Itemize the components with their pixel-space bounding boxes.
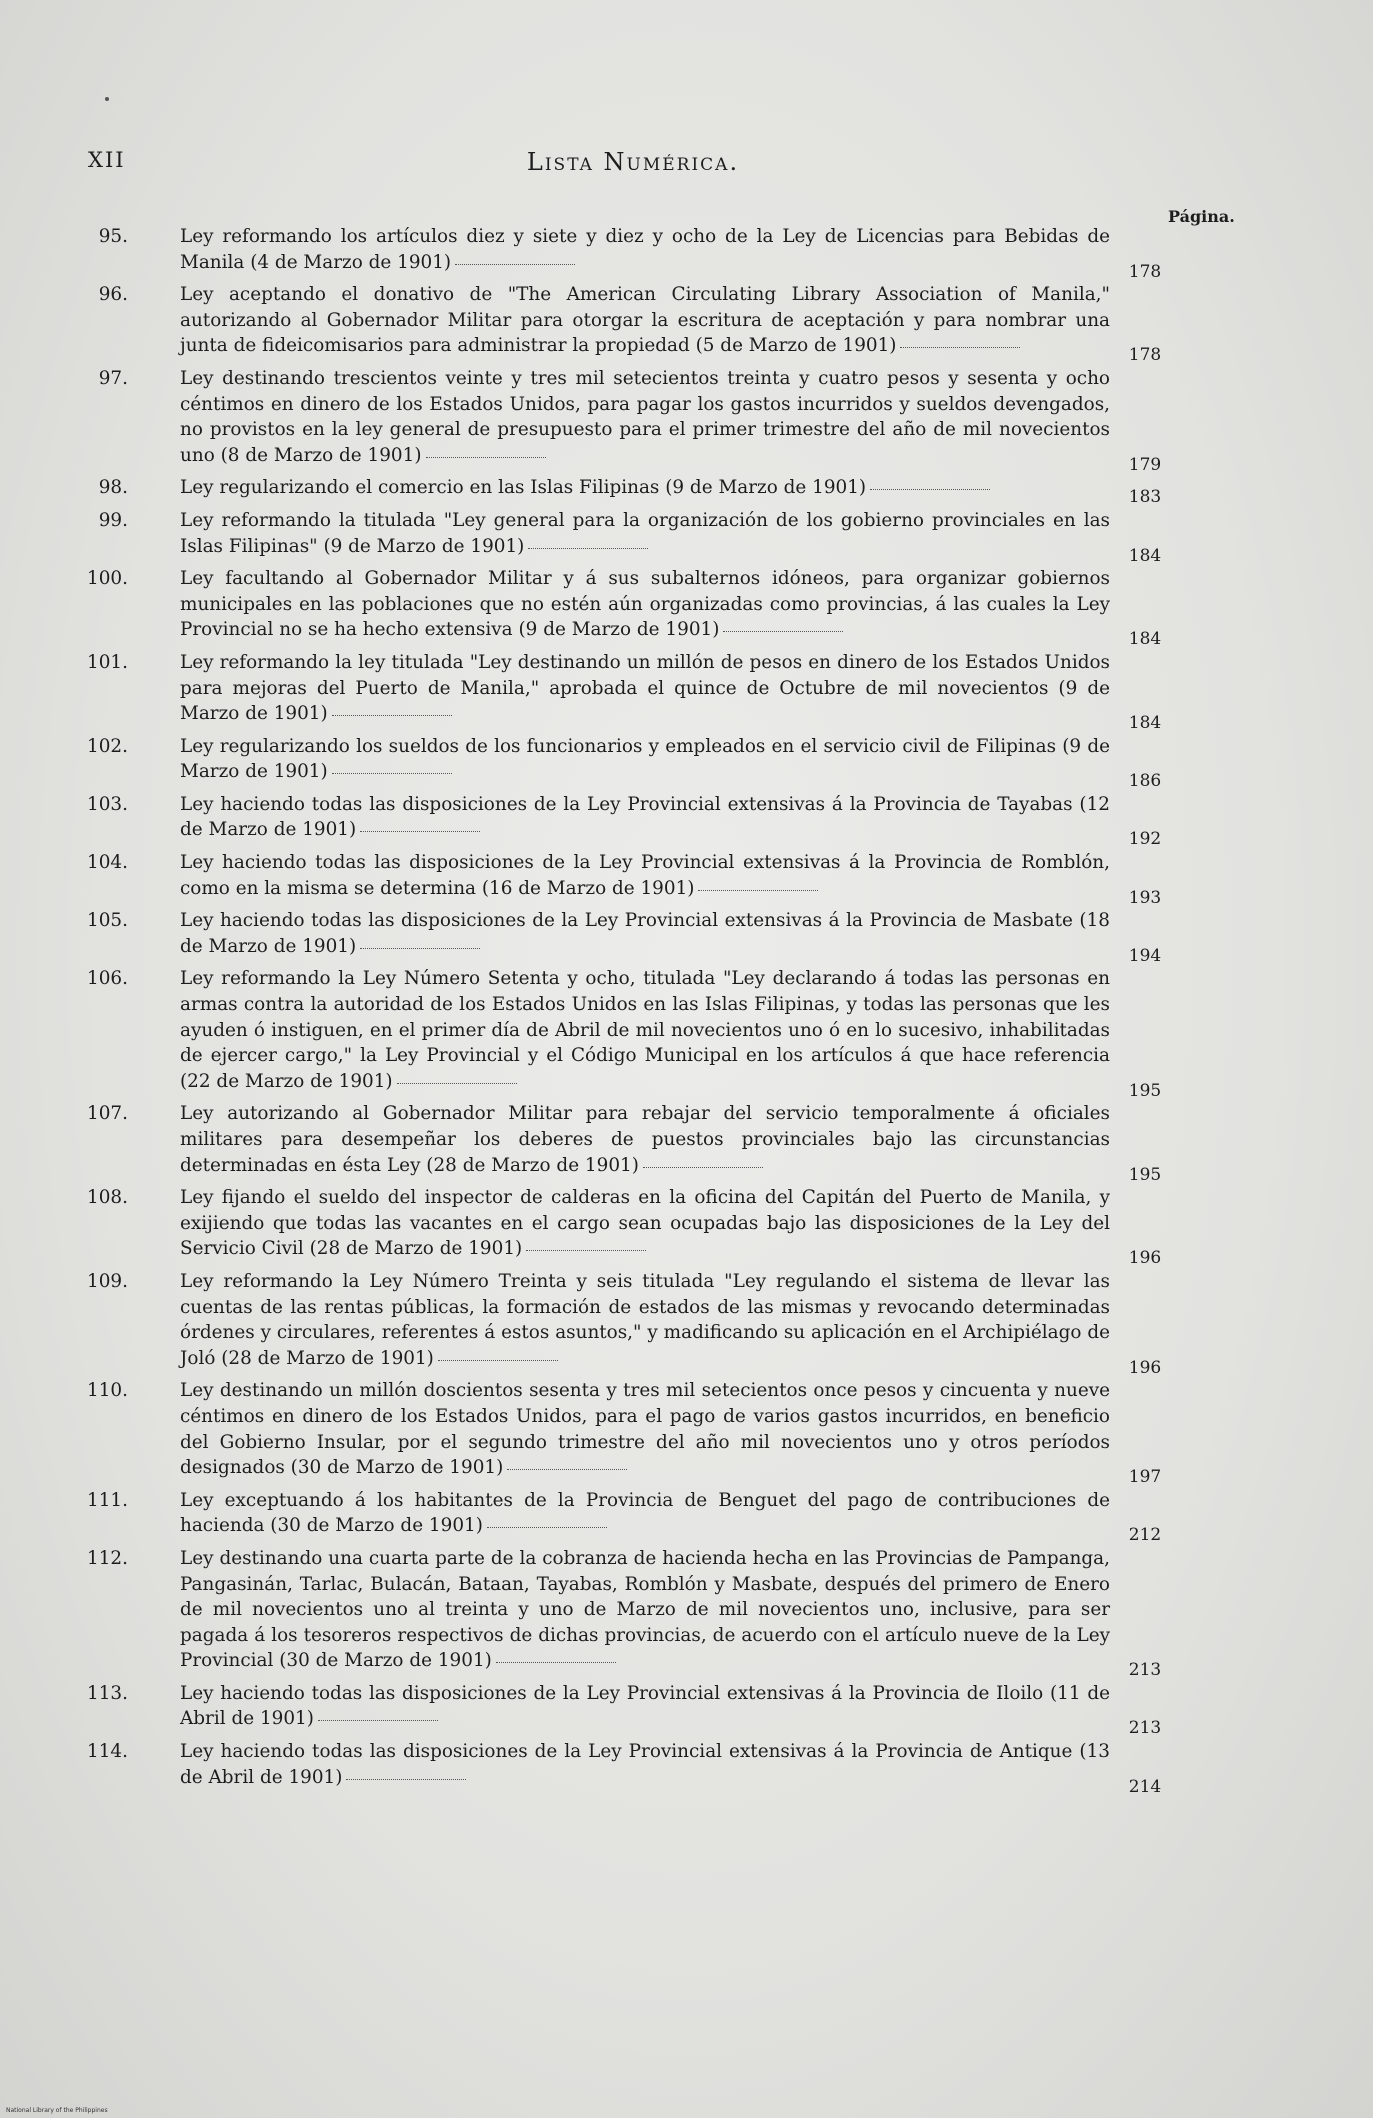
dot-leader — [438, 1360, 558, 1361]
entry-number: 110 . — [70, 1378, 128, 1404]
dot-leader — [870, 489, 990, 490]
dot-leader — [426, 457, 546, 458]
entry-number: 103 . — [70, 792, 128, 818]
entry-number: 105 . — [70, 908, 128, 934]
entry-text: Ley destinando un millón doscientos sesenta y tres mil setecientos once pesos y cincuenta y nueve céntimos en dinero de los Estados Unidos, para el pago de varios gastos incurridos, en beneficio del Gobierno Insular, por el segundo trimestre del año mil novecientos uno y otros períodos designados (30 de Marzo de 1901) — [180, 1380, 1110, 1479]
list-item — [70, 1378, 1170, 1488]
dot-leader — [507, 1469, 627, 1470]
running-head — [88, 148, 1178, 188]
entry-page: 192 — [1128, 829, 1162, 850]
entry-number: 96 . — [70, 282, 128, 308]
page-column-label: Página. — [1168, 207, 1235, 226]
entry-text: Ley haciendo todas las disposiciones de la Ley Provincial extensivas á la Provincia de Masbate (18 de Marzo de 1901) — [180, 910, 1110, 957]
entry-number: 98 . — [70, 475, 128, 501]
list-item — [70, 1739, 1170, 1797]
scan-speck — [105, 97, 109, 101]
numbered-list — [70, 224, 1170, 1797]
entry-page: 196 — [1128, 1248, 1162, 1269]
entry-page: 184 — [1128, 545, 1162, 566]
entry-number: 106 . — [70, 966, 128, 992]
page-number: XII — [88, 148, 126, 172]
list-item — [70, 734, 1170, 792]
entry-text: Ley facultando al Gobernador Militar y á sus subalternos idóneos, para organizar gobiernos municipales en las poblaciones que no estén aún organizadas como provincias, á las cuales la Ley Provincial no se ha hecho extensiva (9 de Marzo de 1901) — [180, 568, 1110, 641]
dot-leader — [397, 1083, 517, 1084]
entry-page: 178 — [1128, 345, 1162, 366]
entry-number: 114 . — [70, 1739, 128, 1765]
entry-text: Ley destinando una cuarta parte de la cobranza de hacienda hecha en las Provincias de Pampanga, Pangasinán, Tarlac, Bulacán, Bataan, Tayabas, Romblón y Masbate, después del primero de Enero de mil novecientos uno al treinta y uno de Marzo de mil novecientos uno, inclusive, para ser pagada á los tesoreros respectivos de dichas provincias, de acuerdo con el artículo nueve de la Ley Provincial (30 de Marzo de 1901) — [180, 1547, 1110, 1672]
entry-text: Ley haciendo todas las disposiciones de la Ley Provincial extensivas á la Provincia de Tayabas (12 de Marzo de 1901) — [180, 793, 1110, 841]
page-title: Lista Numérica. — [526, 148, 740, 176]
list-item — [70, 1681, 1170, 1739]
dot-leader — [487, 1527, 607, 1528]
list-item — [70, 966, 1170, 1101]
entry-text: Ley regularizando los sueldos de los funcionarios y empleados en el servicio civil de Filipinas (9 de Marzo de 1901) — [180, 735, 1110, 783]
list-item — [70, 908, 1170, 966]
entry-text: Ley haciendo todas las disposiciones de la Ley Provincial extensivas á la Provincia de Iloilo (11 de Abril de 1901) — [180, 1682, 1110, 1730]
list-item — [70, 224, 1170, 282]
list-item — [70, 1546, 1170, 1681]
entry-text: Ley reformando la ley titulada "Ley destinando un millón de pesos en dinero de los Estados Unidos para mejoras del Puerto de Manila," aprobada el quince de Octubre de mil novecientos (9 de Marzo de 1901) — [180, 651, 1110, 725]
list-item — [70, 366, 1170, 475]
entry-text: Ley reformando la titulada "Ley general para la organización de los gobierno provinciales en las Islas Filipinas" (9 de Marzo de 1901) — [180, 509, 1110, 557]
list-item — [70, 650, 1170, 734]
list-item — [70, 1269, 1170, 1378]
dot-leader — [318, 1720, 438, 1721]
entry-page: 195 — [1128, 1080, 1162, 1101]
list-item — [70, 1488, 1170, 1546]
entry-number: 108 . — [70, 1185, 128, 1211]
entry-text: Ley destinando trescientos veinte y tres mil setecientos treinta y cuatro pesos y sesenta y ocho céntimos en dinero de los Estados Unidos, para pagar los gastos incurridos y sueldos devengados, no provistos en la ley general de presupuesto para el primer trimestre del año de mil novecientos uno (8 de Marzo de 1901) — [180, 367, 1110, 466]
list-item — [70, 566, 1170, 650]
entry-text: Ley regularizando el comercio en las Islas Filipinas (9 de Marzo de 1901) — [180, 477, 990, 498]
dot-leader — [526, 1250, 646, 1251]
dot-leader — [496, 1662, 616, 1663]
dot-leader — [698, 890, 818, 891]
entry-page: 179 — [1128, 454, 1162, 475]
list-item — [70, 282, 1170, 366]
list-item — [70, 1185, 1170, 1269]
entry-page: 193 — [1128, 887, 1162, 908]
entry-text: Ley exceptuando á los habitantes de la Provincia de Benguet del pago de contribuciones de hacienda (30 de Marzo de 1901) — [180, 1489, 1110, 1537]
entry-text: Ley fijando el sueldo del inspector de calderas en la oficina del Capitán del Puerto de Manila, y exijiendo que todas las vacantes en el cargo sean ocupadas bajo las disposiciones de la Ley del Servicio Civil (28 de Marzo de 1901) — [180, 1187, 1110, 1260]
entry-text: Ley haciendo todas las disposiciones de la Ley Provincial extensivas á la Provincia de Romblón, como en la misma se determina (16 de Marzo de 1901) — [180, 852, 1110, 899]
entry-number: 113 . — [70, 1681, 128, 1707]
entry-number: 112 . — [70, 1546, 128, 1572]
entry-page: 184 — [1128, 713, 1162, 734]
dot-leader — [346, 1779, 466, 1780]
entry-number: 100 . — [70, 566, 128, 592]
entry-text: Ley reformando la Ley Número Treinta y seis titulada "Ley regulando el sistema de llevar las cuentas de las rentas públicas, la formación de estados de las mismas y revocando determinadas órdenes y circulares, referentes á estos asuntos," y madificando su aplicación en el Archipiélago de Joló (28 de Marzo de 1901) — [180, 1270, 1110, 1369]
entry-page: 212 — [1128, 1525, 1162, 1546]
dot-leader — [900, 347, 1020, 348]
entry-text: Ley autorizando al Gobernador Militar para rebajar del servicio temporalmente á oficiales militares para desempeñar los deberes de puestos provinciales bajo las circunstancias determinadas en ésta Ley (28 de Marzo de 1901) — [180, 1103, 1110, 1176]
entry-number: 104 . — [70, 850, 128, 876]
dot-leader — [360, 948, 480, 949]
dot-leader — [332, 715, 452, 716]
dot-leader — [360, 831, 480, 832]
dot-leader — [643, 1167, 763, 1168]
list-item — [70, 508, 1170, 566]
entry-text: Ley reformando la Ley Número Setenta y ocho, titulada "Ley declarando á todas las personas en armas contra la autoridad de los Estados Unidos en las Islas Filipinas, y todas las personas que les ayuden ó instiguen, en el primer día de Abril de mil novecientos uno ó en lo sucesivo, inhabilitadas de ejercer cargo," la Ley Provincial y el Código Municipal en los artículos á que hace referencia (22 de Marzo de 1901) — [180, 968, 1110, 1092]
dot-leader — [528, 548, 648, 549]
entry-number: 111 . — [70, 1488, 128, 1514]
entry-page: 178 — [1128, 261, 1162, 282]
list-item — [70, 850, 1170, 908]
dot-leader — [723, 631, 843, 632]
entry-number: 102 . — [70, 734, 128, 760]
scan-label: National Library of the Philippines — [6, 2107, 108, 2114]
list-item — [70, 475, 1170, 508]
entry-page: 195 — [1128, 1164, 1162, 1185]
list-item — [70, 1101, 1170, 1185]
entry-number: 109 . — [70, 1269, 128, 1295]
entry-number: 97 . — [70, 366, 128, 392]
entry-page: 214 — [1128, 1776, 1162, 1797]
entry-page: 194 — [1128, 945, 1162, 966]
entry-number: 107 . — [70, 1101, 128, 1127]
entry-number: 101 . — [70, 650, 128, 676]
entry-text: Ley aceptando el donativo de "The American Circulating Library Association of Manila," autorizando al Gobernador Militar para otorgar la escritura de aceptación y para nombrar una junta de fideicomisarios para administrar la propiedad (5 de Marzo de 1901) — [180, 284, 1110, 357]
entry-text: Ley haciendo todas las disposiciones de la Ley Provincial extensivas á la Provincia de Antique (13 de Abril de 1901) — [180, 1741, 1110, 1788]
entry-page: 183 — [1128, 487, 1162, 508]
entry-number: 99 . — [70, 508, 128, 534]
entry-page: 197 — [1128, 1467, 1162, 1488]
entry-page: 213 — [1128, 1660, 1162, 1681]
entry-page: 213 — [1128, 1718, 1162, 1739]
dot-leader — [455, 264, 575, 265]
entry-page: 186 — [1128, 771, 1162, 792]
entry-number: 95 . — [70, 224, 128, 250]
dot-leader — [332, 773, 452, 774]
entry-page: 196 — [1128, 1357, 1162, 1378]
entry-text: Ley reformando los artículos diez y siete y diez y ocho de la Ley de Licencias para Bebidas de Manila (4 de Marzo de 1901) — [180, 226, 1110, 273]
entry-page: 184 — [1128, 629, 1162, 650]
list-item — [70, 792, 1170, 850]
